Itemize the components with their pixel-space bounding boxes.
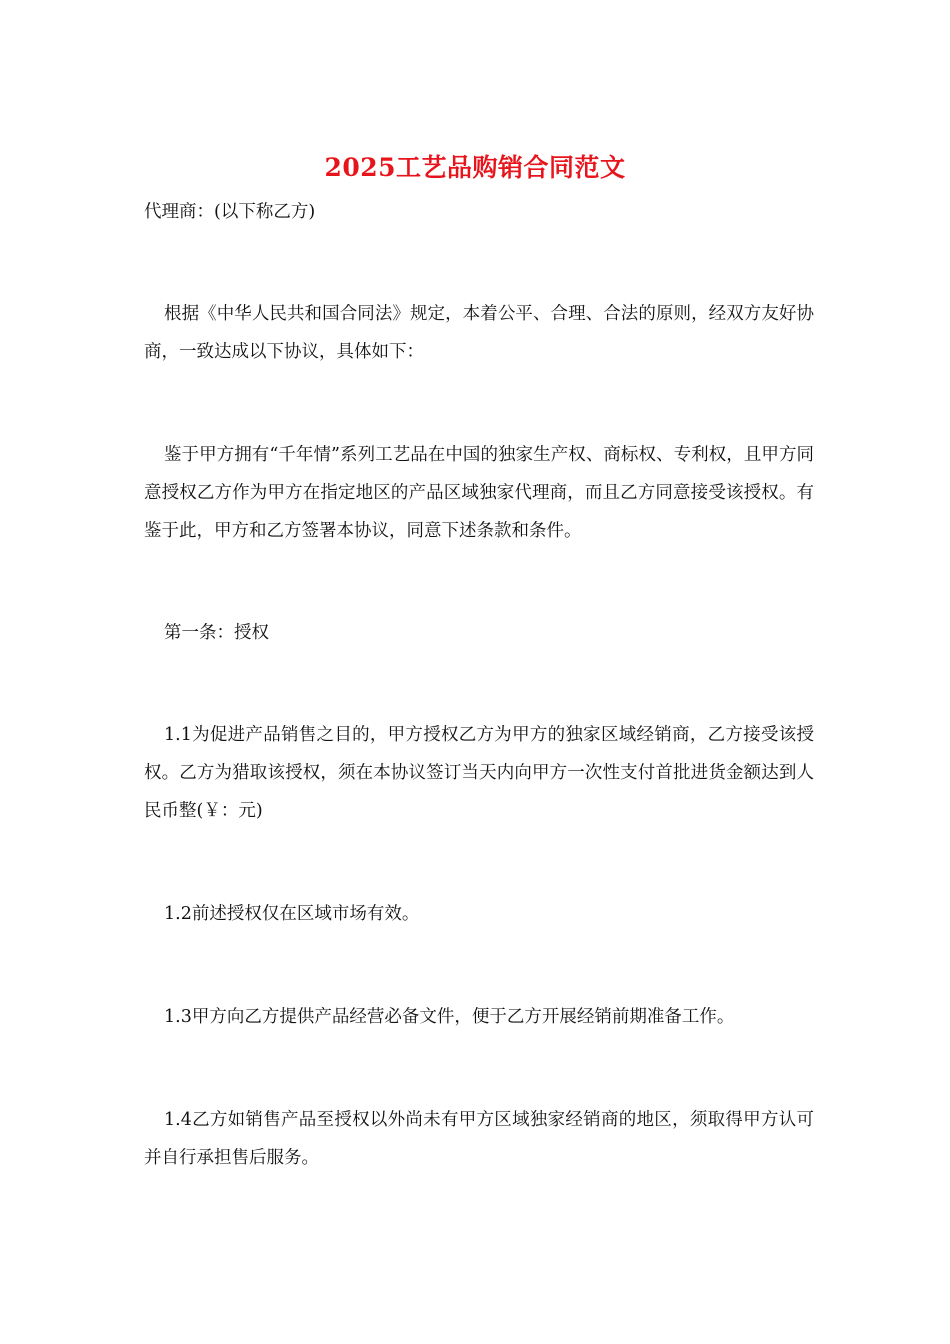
article-heading: 第一条：授权 xyxy=(164,623,269,643)
clause-1-2: 1.2前述授权仅在区域市场有效。 xyxy=(164,904,420,924)
whereas-paragraph: 鉴于甲方拥有“千年情”系列工艺品在中国的独家生产权、商标权、专利权，且甲方同意授权乙方作为甲方在指定地区的产品区域独家代理商，而且乙方同意接受该授权。有鉴于此，甲方和乙方签署本协议，同意下述条款和条件。 xyxy=(144,445,814,541)
clause-1-3: 1.3甲方向乙方提供产品经营必备文件，便于乙方开展经销前期准备工作。 xyxy=(164,1007,735,1027)
preamble-paragraph: 根据《中华人民共和国合同法》规定，本着公平、合理、合法的原则，经双方友好协商，一致达成以下协议，具体如下： xyxy=(144,304,814,362)
clause-1-1: 1.1为促进产品销售之目的，甲方授权乙方为甲方的独家区域经销商，乙方接受该授权。乙方为猎取该授权，须在本协议签订当天内向甲方一次性支付首批进货金额达到人民币整(￥：元) xyxy=(144,725,814,821)
clause-1-4: 1.4乙方如销售产品至授权以外尚未有甲方区域独家经销商的地区，须取得甲方认可并自行承担售后服务。 xyxy=(144,1110,814,1168)
agent-party-line: 代理商：(以下称乙方) xyxy=(144,202,316,222)
document-title: 2025工艺品购销合同范文 xyxy=(324,153,626,182)
